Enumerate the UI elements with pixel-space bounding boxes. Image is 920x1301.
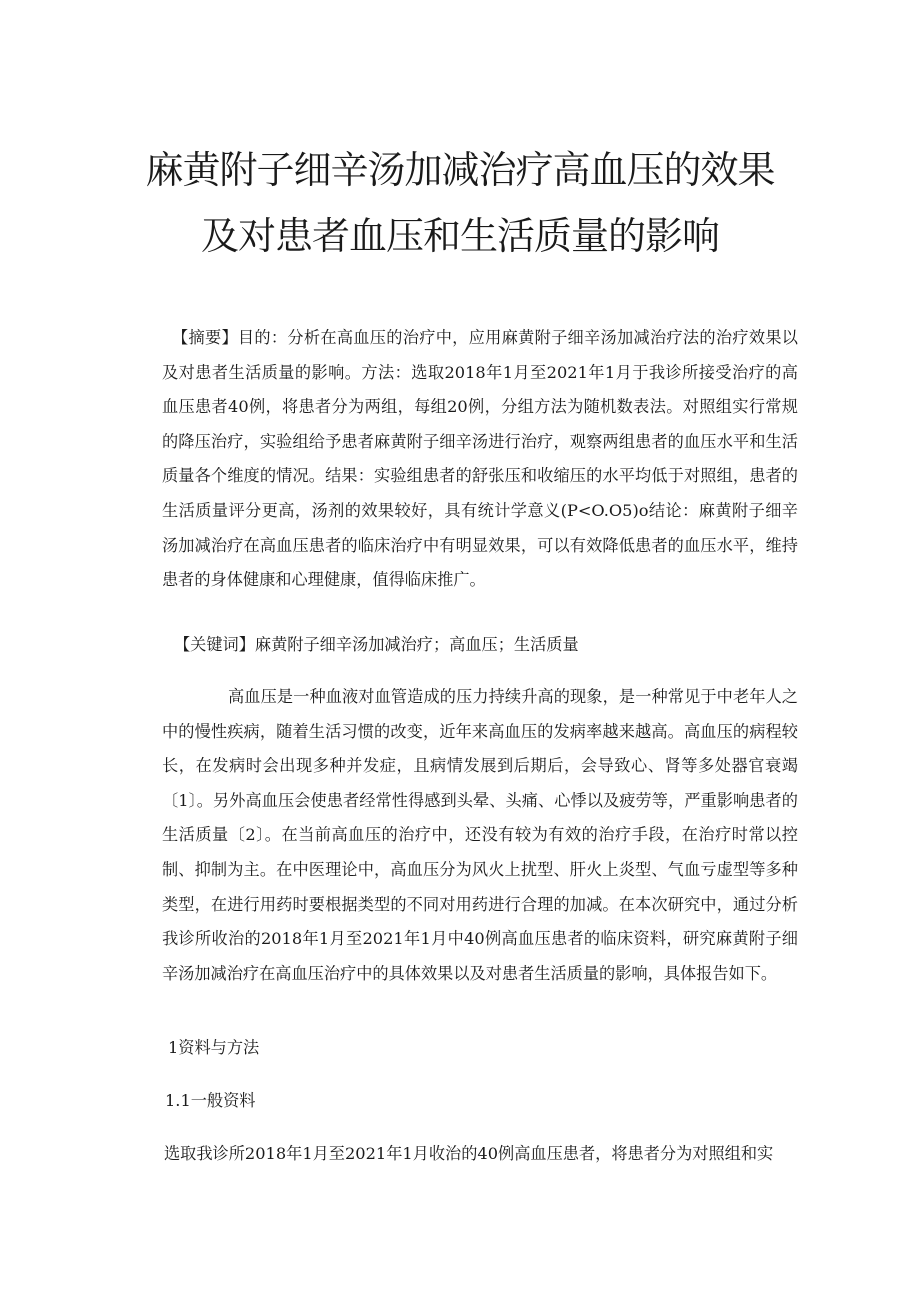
section-heading-1-1: 1.1一般资料 [165,1091,256,1110]
introduction-paragraph: 高血压是一种血液对血管造成的压力持续升高的现象，是一种常见于中老年人之中的慢性疾病，随着生活习惯的改变，近年来高血压的发病率越来越高。高血压的病程较长，在发病时会出现多种并发症，且病情发展到后期后，会导致心、肾等多处器官衰竭〔1〕。另外高血压会使患者经常性得感到头晕、头痛、心悸以及疲劳等，严重影响患者的生活质量〔2〕。在当前高血压的治疗中，还没有较为有效的治疗手段，在治疗时常以控制、抑制为主。在中医理论中，高血压分为风火上扰型、肝火上炎型、气血亏虚型等多种类型，在进行用药时要根据类型的不同对用药进行合理的加减。在本次研究中，通过分析我诊所收治的2018年1月至2021年1月中40例高血压患者的临床资料，研究麻黄附子细辛汤加减治疗在高血压治疗中的具体效果以及对患者生活质量的影响，具体报告如下。 [162,687,798,983]
section-heading-1: 1资料与方法 [168,1038,260,1057]
title-line-2: 及对患者血压和生活质量的影响 [200,214,719,258]
abstract-paragraph: 【摘要】目的：分析在高血压的治疗中，应用麻黄附子细辛汤加减治疗法的治疗效果以及对患者生活质量的影响。方法：选取2018年1月至2021年1月于我诊所接受治疗的高血压患者40例，将患者分为两组，每组20例，分组方法为随机数表法。对照组实行常规的降压治疗，实验组给予患者麻黄附子细辛汤进行治疗，观察两组患者的血压水平和生活质量各个维度的情况。结果：实验组患者的舒张压和收缩压的水平均低于对照组，患者的生活质量评分更高，汤剂的效果较好，具有统计学意义(P<O.O5)o结论：麻黄附子细辛汤加减治疗在高血压患者的临床治疗中有明显效果，可以有效降低患者的血压水平，维持患者的身体健康和心理健康，值得临床推广。 [162,328,798,590]
title-line-1: 麻黄附子细辛汤加减治疗高血压的效果 [145,148,775,192]
body-paragraph: 选取我诊所2018年1月至2021年1月收治的40例高血压患者，将患者分为对照组和实 [164,1144,774,1163]
keywords-paragraph: 【关键词】麻黄附子细辛汤加减治疗；高血压；生活质量 [174,635,579,654]
